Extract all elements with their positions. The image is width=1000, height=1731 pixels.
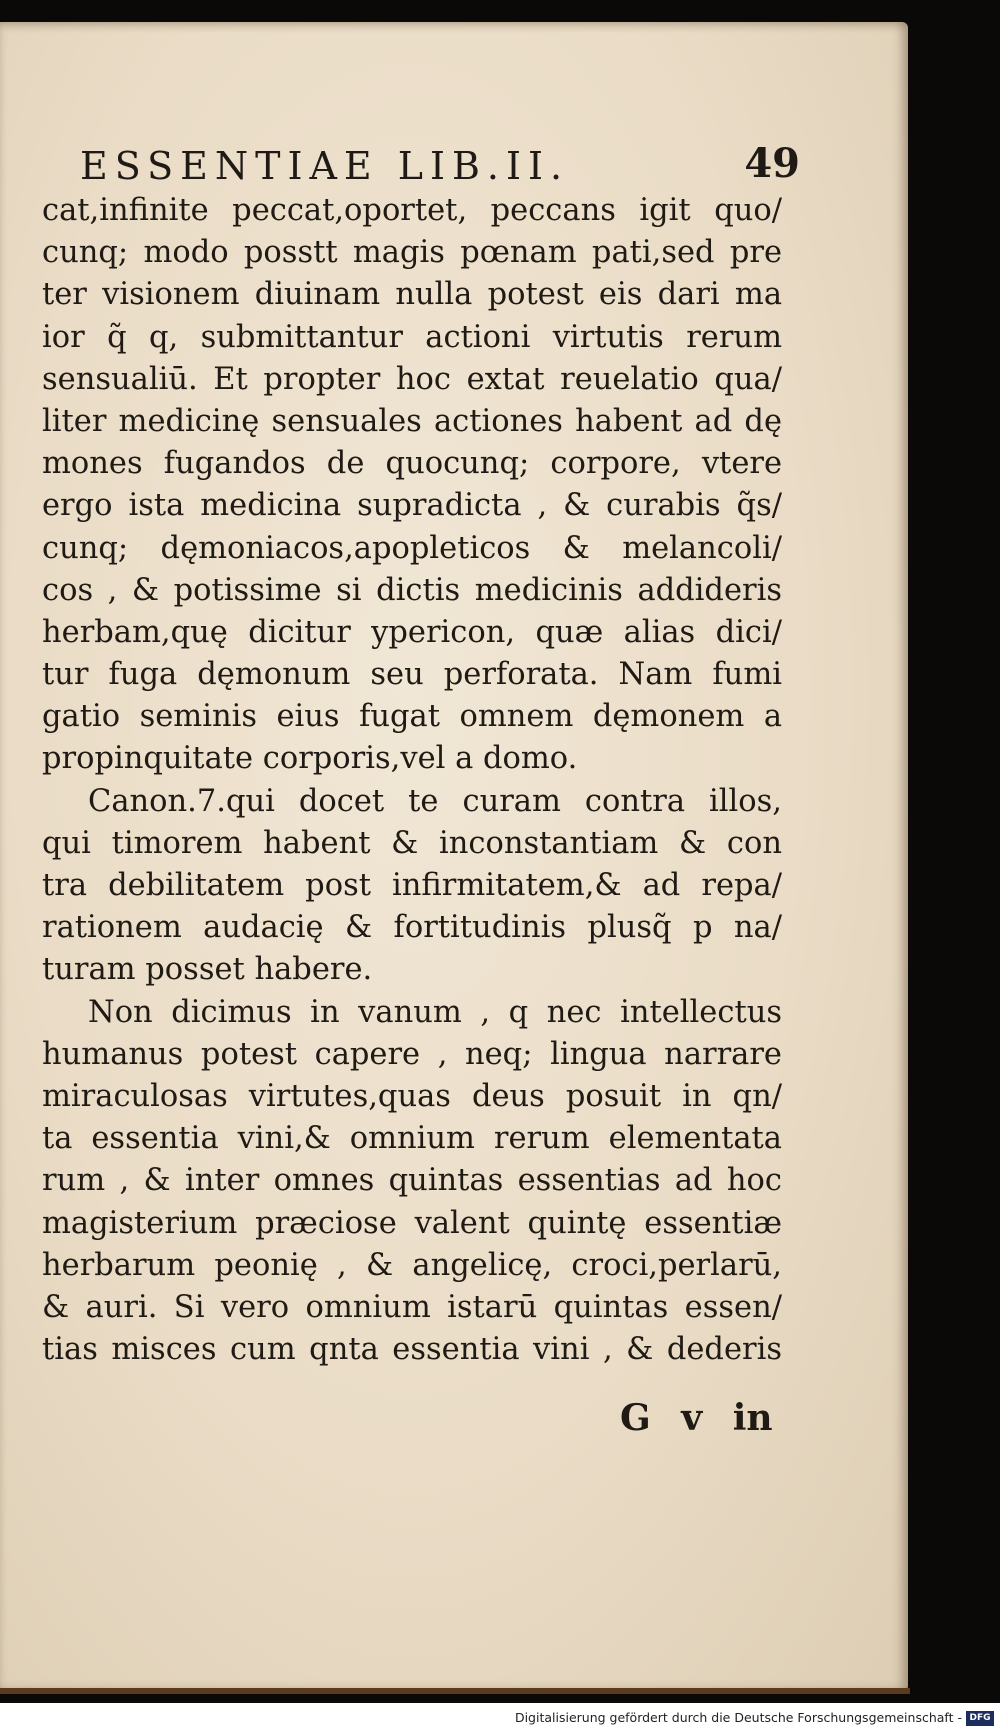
text-line: rationem audacię & fortitudinis plusq̃ p na/ [42, 910, 782, 946]
text-line: propinquitate corporis,vel a domo. [42, 741, 578, 777]
catchword: in [732, 1397, 773, 1439]
text-line: rum , & inter omnes quintas essentias ad hoc [42, 1163, 782, 1199]
book-page [0, 22, 908, 1690]
dfg-logo-icon: DFG [966, 1711, 994, 1726]
signature-mark: G v [620, 1397, 703, 1439]
text-line: magisterium præciose valent quintę essentiæ [42, 1205, 782, 1241]
signature-line [620, 1397, 773, 1439]
running-title: ESSENTIAE LIB.II. [80, 144, 570, 188]
text-block [42, 190, 782, 1371]
text-line: cunq; dęmoniacos,apopleticos & melancoli/ [42, 530, 782, 566]
text-line: miraculosas virtutes,quas deus posuit in qn/ [42, 1078, 782, 1114]
page-edge [0, 1688, 910, 1694]
text-line: tur fuga dęmonum seu perforata. Nam fumi [42, 657, 782, 693]
text-line: tias misces cum qnta essentia vini , & dederis [42, 1332, 782, 1368]
text-line: herbarum peonię , & angelicę, croci,perlarū, [42, 1247, 782, 1283]
text-line: ta essentia vini,& omnium rerum elementata [42, 1121, 782, 1157]
text-line: cunq; modo posstt magis pœnam pati,sed pre [42, 235, 782, 271]
text-line: & auri. Si vero omnium istarū quintas essen/ [42, 1289, 782, 1325]
paragraph-start-line: Canon.7.qui docet te curam contra illos, [88, 783, 782, 819]
text-line: mones fugandos de quocunq; corpore, vtere [42, 446, 782, 482]
running-head [80, 140, 800, 190]
text-line: ior q̃ q, submittantur actioni virtutis rerum [42, 319, 782, 355]
funding-credit: Digitalisierung gefördert durch die Deutsche Forschungsgemeinschaft - [514, 1710, 962, 1725]
text-line: gatio seminis eius fugat omnem dęmonem a [42, 699, 782, 735]
text-line: tra debilitatem post infirmitatem,& ad repa/ [42, 868, 782, 903]
text-line: ter visionem diuinam nulla potest eis dari ma [42, 277, 782, 313]
text-line: sensualiū. Et propter hoc extat reuelatio qua/ [42, 361, 782, 397]
paragraph-start-line: Non dicimus in vanum , q nec intellectus [88, 994, 782, 1030]
text-line: cat,infinite peccat,oportet, peccans igit quo/ [42, 193, 782, 228]
text-line: qui timorem habent & inconstantiam & con [42, 825, 782, 861]
text-line: turam posset habere. [42, 952, 373, 988]
folio-number: 49 [744, 140, 800, 187]
text-line: herbam,quę dicitur ypericon, quæ alias dici/ [42, 614, 782, 650]
text-line: ergo ista medicina supradicta , & curabis q̃s/ [42, 488, 782, 524]
text-line: cos , & potissime si dictis medicinis addideris [42, 572, 782, 608]
text-line: liter medicinę sensuales actiones habent ad dę [42, 403, 782, 439]
text-line: humanus potest capere , neq; lingua narrare [42, 1036, 782, 1072]
footer-bar [0, 1703, 1000, 1731]
